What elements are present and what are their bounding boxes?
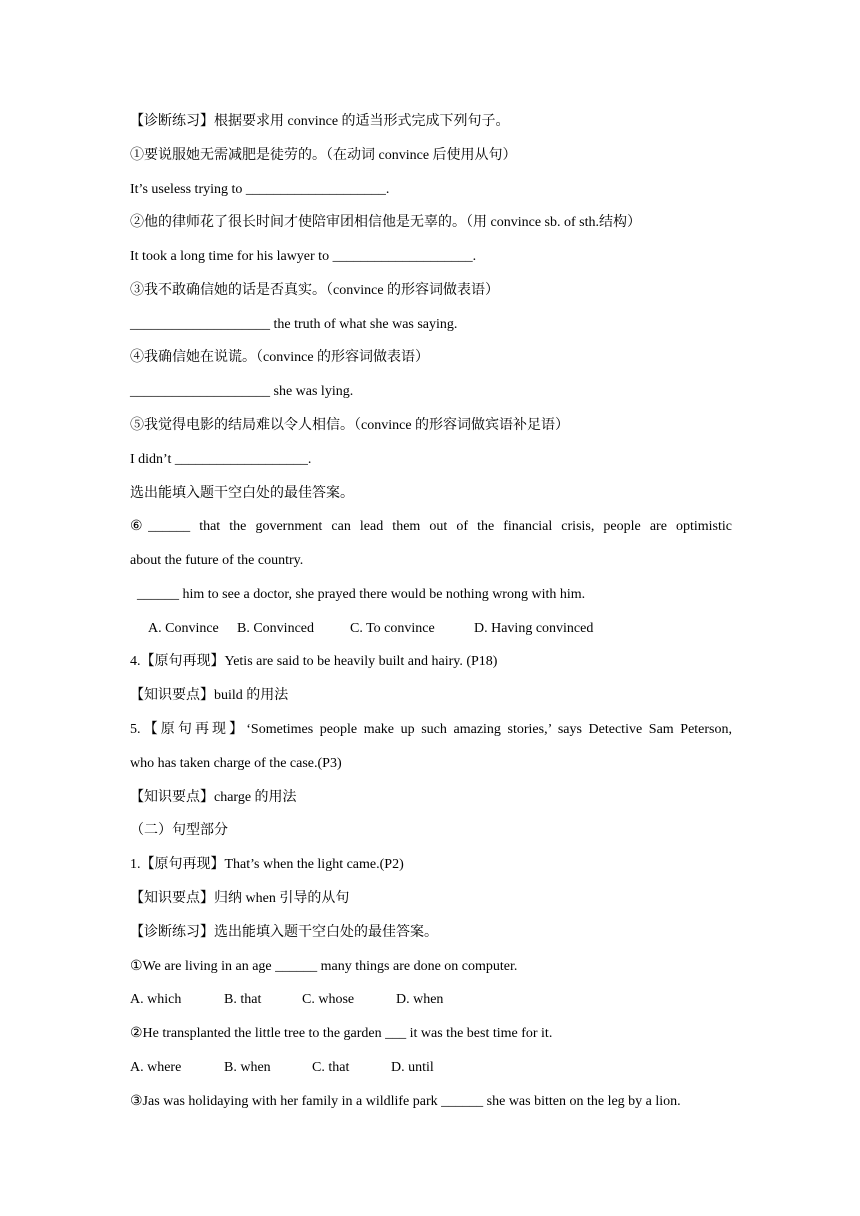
pattern-q3-sentence: ③Jas was holidaying with her family in a wildlife park ______ she was bitten on the leg by a lion. [130,1094,681,1109]
question-3-prompt: ③我不敢确信她的话是否真实。（convince 的形容词做表语） [130,283,500,298]
pattern-q1-options [130,990,732,1010]
question-5-prompt: ⑤我觉得电影的结局难以令人相信。（convince 的形容词做宾语补足语） [130,418,570,433]
item-4-knowledge-point: 【知识要点】build 的用法 [130,688,289,703]
option-b: B. that [224,992,262,1007]
question-4-sentence: ____________________ she was lying. [130,384,354,399]
pattern-q2-options [130,1058,732,1078]
option-d: D. when [396,992,444,1007]
option-c: C. whose [302,992,355,1007]
option-d: D. until [391,1060,434,1075]
question-6-sentence-a-cont: about the future of the country. [130,553,304,568]
question-4-prompt: ④我确信她在说谎。（convince 的形容词做表语） [130,350,430,365]
pattern-q1-sentence: ①We are living in an age ______ many things are done on computer. [130,959,518,974]
exercise-heading: 【诊断练习】根据要求用 convince 的适当形式完成下列句子。 [130,114,510,129]
option-b: B. when [224,1060,271,1075]
item-5-knowledge-point: 【知识要点】charge 的用法 [130,790,297,805]
question-2-sentence: It took a long time for his lawyer to ____________________. [130,249,477,264]
item-4-original-sentence: 4.【原句再现】Yetis are said to be heavily built and hairy. (P18) [130,654,498,669]
option-d: D. Having convinced [474,621,594,636]
question-2-prompt: ②他的律师花了很长时间才使陪审团相信他是无辜的。（用 convince sb. of sth.结构） [130,215,641,230]
option-b: B. Convinced [237,621,314,636]
question-5-sentence: I didn’t ___________________. [130,452,312,467]
question-3-sentence: ____________________ the truth of what she was saying. [130,317,458,332]
question-1-sentence: It’s useless trying to ____________________. [130,182,390,197]
question-6-sentence-b: ______ him to see a doctor, she prayed there would be nothing wrong with him. [130,587,586,602]
option-c: C. To convince [350,621,435,636]
pattern-1-original-sentence: 1.【原句再现】That’s when the light came.(P2) [130,857,404,872]
option-a: A. Convince [148,621,219,636]
pattern-q2-sentence: ②He transplanted the little tree to the garden ___ it was the best time for it. [130,1026,553,1041]
pattern-1-knowledge-point: 【知识要点】归纳 when 引导的从句 [130,891,350,906]
option-c: C. that [312,1060,350,1075]
item-5-original-sentence-cont: who has taken charge of the case.(P3) [130,756,342,771]
question-6-options [130,619,732,639]
option-a: A. which [130,992,182,1007]
choice-instruction: 选出能填入题干空白处的最佳答案。 [130,486,354,501]
question-1-prompt: ①要说服她无需减肥是徒劳的。（在动词 convince 后使用从句） [130,148,517,163]
item-5-original-sentence: 5.【原句再现】‘Sometimes people make up such amazing stories,’ says Detective Sam Peterson, [130,722,732,737]
question-6-sentence-a: ⑥______ that the government can lead them out of the financial crisis, people are optimistic [130,519,732,534]
pattern-1-exercise-heading: 【诊断练习】选出能填入题干空白处的最佳答案。 [130,925,438,940]
section-heading-sentence-patterns: （二）句型部分 [130,823,228,838]
option-a: A. where [130,1060,182,1075]
